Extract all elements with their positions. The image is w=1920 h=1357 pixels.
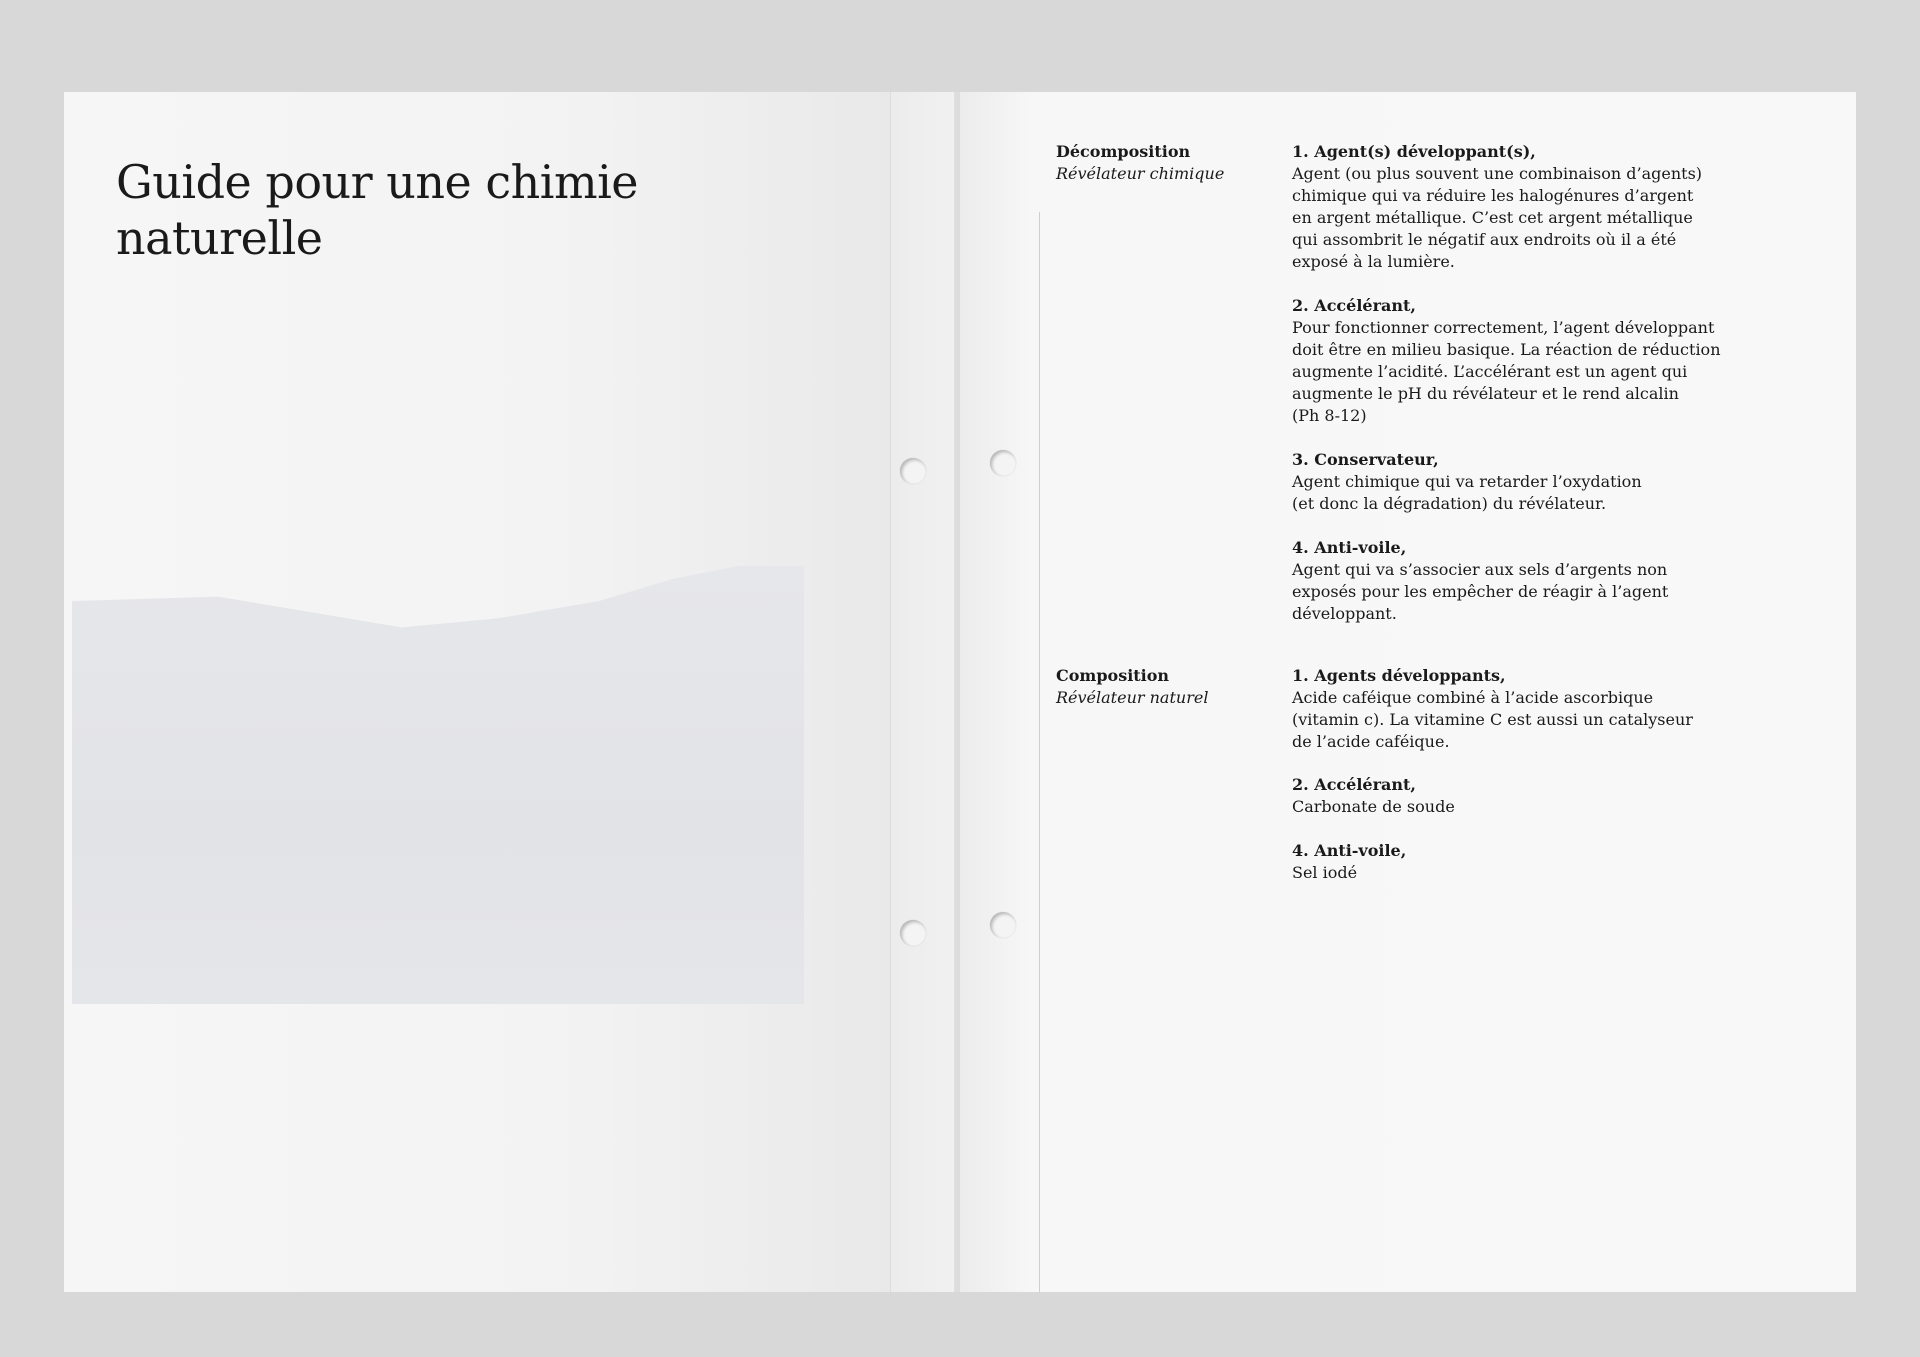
decomposition-item-4 (1292, 537, 1762, 625)
item-line: Pour fonctionner correctement, l’agent développant (1292, 318, 1715, 337)
item-line: augmente le pH du révélateur et le rend alcalin (1292, 384, 1679, 403)
page-title (116, 154, 716, 266)
decomposition-item-3 (1292, 449, 1762, 515)
decomposition-item-2 (1292, 295, 1762, 427)
decomposition-subheading: Révélateur chimique (1056, 164, 1225, 183)
item-title: 1. Agents développants, (1292, 666, 1506, 685)
item-title: 3. Conservateur, (1292, 450, 1439, 469)
item-line: chimique qui va réduire les halogénures d’argent (1292, 186, 1694, 205)
faded-landscape-image (72, 566, 804, 1004)
item-line: augmente l’acidité. L’accélérant est un agent qui (1292, 362, 1688, 381)
item-line: Agent qui va s’associer aux sels d’argents non (1292, 560, 1668, 579)
left-page (64, 92, 890, 1292)
item-line: Carbonate de soude (1292, 797, 1455, 816)
item-line: (et donc la dégradation) du révélateur. (1292, 494, 1607, 513)
composition-item-2 (1292, 774, 1762, 818)
item-line: en argent métallique. C’est cet argent métallique (1292, 208, 1693, 227)
page-edge-line (1039, 212, 1040, 1292)
item-title: 4. Anti-voile, (1292, 841, 1407, 860)
item-line: Acide caféique combiné à l’acide ascorbique (1292, 688, 1654, 707)
item-line: doit être en milieu basique. La réaction de réduction (1292, 340, 1721, 359)
item-line: Sel iodé (1292, 863, 1358, 882)
item-line: développant. (1292, 604, 1397, 623)
punch-hole-icon (990, 450, 1016, 476)
item-title: 2. Accélérant, (1292, 296, 1416, 315)
item-title: 1. Agent(s) développant(s), (1292, 142, 1536, 161)
composition-item-3 (1292, 840, 1762, 884)
item-line: (vitamin c). La vitamine C est aussi un catalyseur (1292, 710, 1693, 729)
decomposition-item-1 (1292, 141, 1762, 273)
item-line: (Ph 8-12) (1292, 406, 1367, 425)
item-line: Agent chimique qui va retarder l’oxydation (1292, 472, 1642, 491)
item-line: exposé à la lumière. (1292, 252, 1455, 271)
item-title: 2. Accélérant, (1292, 775, 1416, 794)
composition-item-1 (1292, 665, 1762, 753)
item-line: de l’acide caféique. (1292, 732, 1450, 751)
item-line: exposés pour les empêcher de réagir à l’agent (1292, 582, 1669, 601)
composition-label (1056, 665, 1208, 709)
composition-subheading: Révélateur naturel (1056, 688, 1209, 707)
title-line-1: Guide pour une chimie (116, 155, 639, 209)
punch-hole-icon (900, 458, 926, 484)
punch-hole-icon (900, 920, 926, 946)
title-line-2: naturelle (116, 211, 323, 265)
item-line: qui assombrit le négatif aux endroits où il a été (1292, 230, 1677, 249)
punch-hole-icon (990, 912, 1016, 938)
item-title: 4. Anti-voile, (1292, 538, 1407, 557)
decomposition-heading: Décomposition (1056, 142, 1191, 161)
decomposition-label (1056, 141, 1224, 185)
composition-heading: Composition (1056, 666, 1170, 685)
item-line: Agent (ou plus souvent une combinaison d’agents) (1292, 164, 1703, 183)
